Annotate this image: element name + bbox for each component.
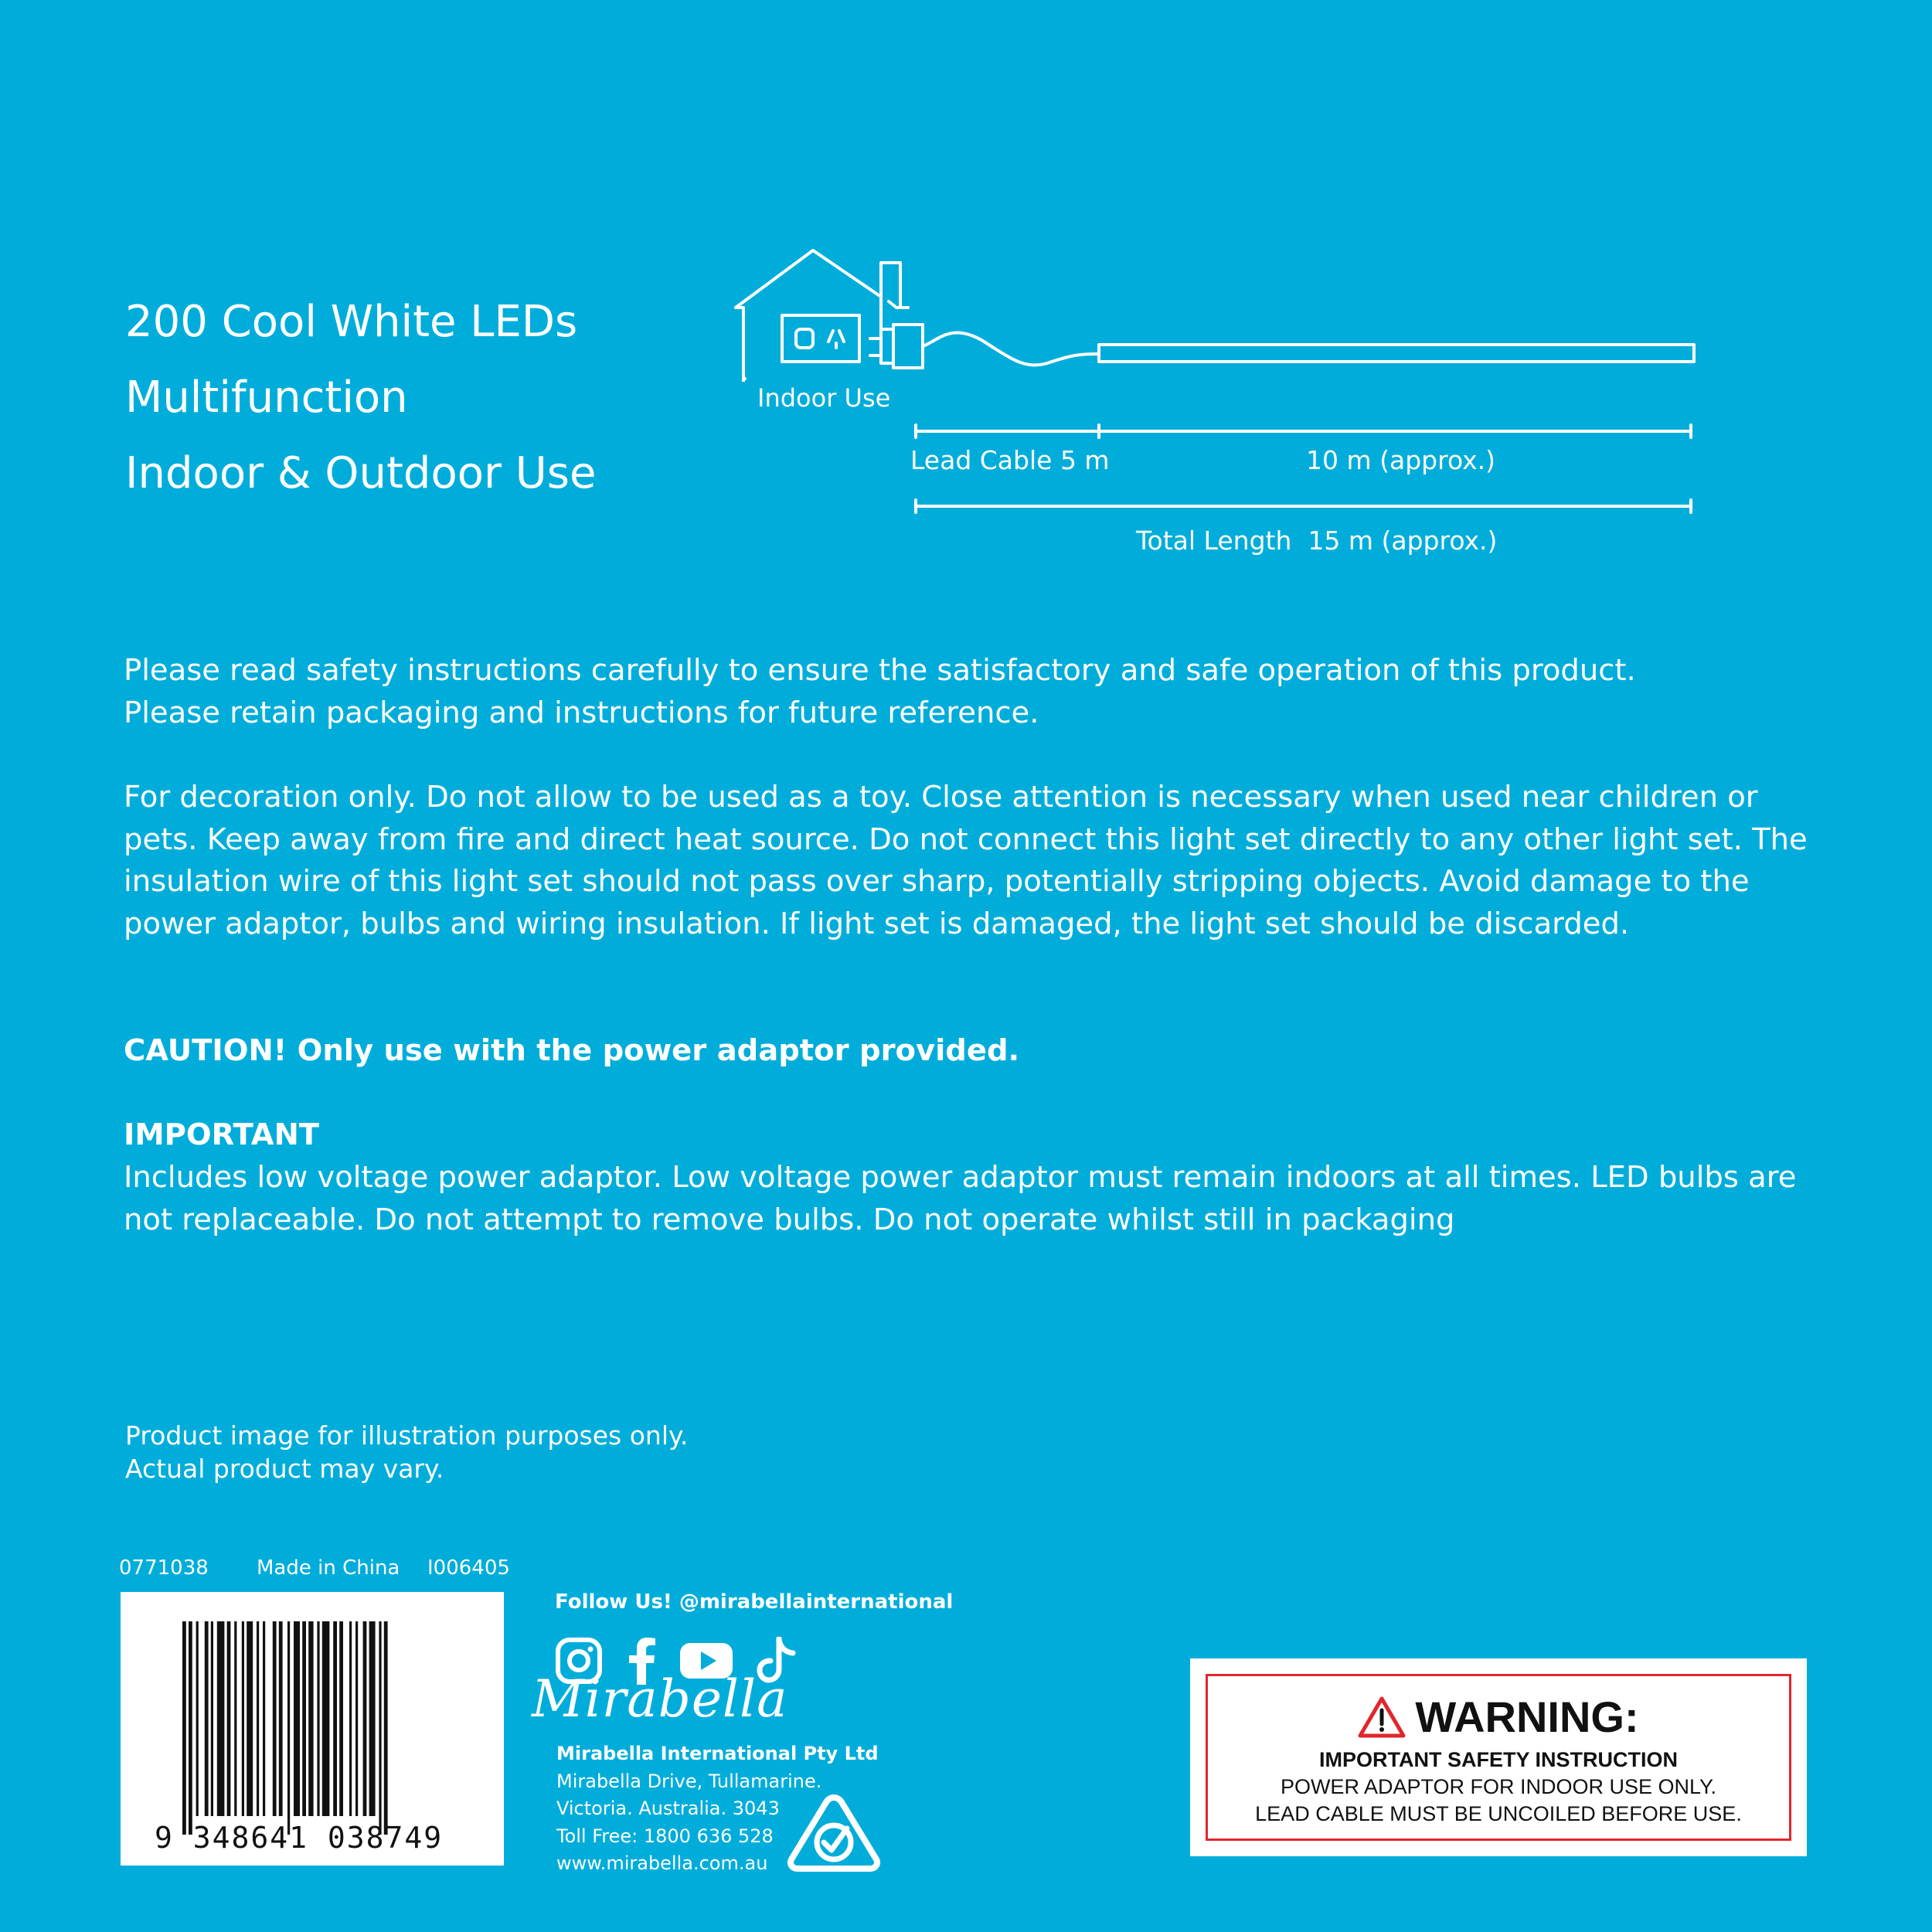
company-address-line1: Mirabella Drive, Tullamarine.	[556, 1770, 822, 1792]
follow-prefix: Follow Us!	[555, 1590, 679, 1614]
barcode-bar	[217, 1621, 225, 1816]
caution-text: CAUTION! Only use with the power adaptor provided.	[124, 1033, 1020, 1068]
safety-intro-line2: Please retain packaging and instructions for future reference.	[124, 695, 1039, 730]
barcode-bar	[227, 1621, 231, 1816]
product-code: 0771038	[119, 1556, 209, 1580]
barcode-bar	[189, 1621, 192, 1835]
barcode-bar	[317, 1621, 319, 1816]
company-address-line2: Victoria. Australia. 3043	[556, 1798, 780, 1819]
barcode-bar	[182, 1621, 186, 1835]
important-text: Includes low voltage power adaptor. Low voltage power adaptor must remain indoors at all times. LED bulbs are not replaceable. Do not attempt to remove bulbs. Do not operate whilst still in packaging	[124, 1160, 1797, 1237]
barcode-bar	[273, 1621, 277, 1816]
barcode-bar	[333, 1621, 337, 1816]
barcode-number: 9 348641 038749	[155, 1821, 444, 1855]
barcode-bar	[384, 1621, 388, 1835]
barcode-bar	[234, 1621, 236, 1816]
barcode-bar	[339, 1621, 343, 1816]
warning-label	[1190, 1658, 1807, 1856]
feature-use: Indoor & Outdoor Use	[125, 448, 597, 498]
warning-line2: POWER ADAPTOR FOR INDOOR USE ONLY.	[1280, 1775, 1717, 1798]
indoor-use-label: Indoor Use	[757, 383, 891, 413]
barcode-bar	[369, 1621, 376, 1816]
barcode-bar	[349, 1621, 352, 1816]
batch-code: I006405	[427, 1556, 510, 1580]
barcode-bar	[308, 1621, 313, 1816]
barcode-bar	[247, 1621, 253, 1816]
feature-list	[125, 284, 596, 512]
country-of-origin: Made in China	[257, 1556, 400, 1580]
warning-line3: LEAD CABLE MUST BE UNCOILED BEFORE USE.	[1255, 1802, 1742, 1825]
compliance-mark-icon	[785, 1793, 883, 1873]
barcode-bar	[263, 1621, 265, 1816]
warning-line1: IMPORTANT SAFETY INSTRUCTION	[1319, 1748, 1678, 1771]
disclaimer-line1: Product image for illustration purposes only.	[125, 1420, 689, 1451]
lead-cable-label: Lead Cable 5 m	[910, 445, 1110, 475]
disclaimer	[125, 1419, 688, 1485]
barcode-bar	[257, 1621, 259, 1816]
light-strip-icon	[1099, 345, 1694, 362]
important-heading: IMPORTANT	[124, 1117, 320, 1152]
safety-paragraph: For decoration only. Do not allow to be used as a toy. Close attention is necessary when used near children or pets. Keep away from fire and direct heat source. Do not connect this light set directly to any other light set. The insulation wire of this light set should not pass over sharp, potentially stripping objects. Avoid damage to the power adaptor, bulbs and wiring insulation. If light set is damaged, the light set should be discarded.	[124, 780, 1808, 941]
disclaimer-line2: Actual product may vary.	[125, 1454, 444, 1484]
follow-us	[555, 1590, 953, 1614]
safety-intro-line1: Please read safety instructions carefully to ensure the satisfactory and safe operation of this product.	[124, 653, 1636, 688]
company-phone: Toll Free: 1800 636 528	[556, 1825, 774, 1847]
strip-length-label: 10 m (approx.)	[1306, 445, 1496, 475]
plug-icon	[870, 325, 923, 368]
barcode	[121, 1592, 504, 1866]
warning-title-text: WARNING:	[1415, 1692, 1639, 1741]
barcode-bar	[196, 1621, 199, 1816]
company-name: Mirabella International Pty Ltd	[556, 1743, 879, 1764]
dimension-line-total	[916, 500, 1691, 512]
barcode-bar	[302, 1621, 306, 1816]
barcode-bar	[379, 1621, 381, 1835]
power-socket-icon	[782, 315, 859, 362]
social-handle[interactable]: @mirabellainternational	[679, 1590, 954, 1614]
lead-cable-icon	[923, 332, 1099, 365]
barcode-bar	[363, 1621, 367, 1816]
barcode-bar	[242, 1621, 244, 1816]
total-length-label: Total Length 15 m (approx.)	[1136, 526, 1498, 556]
barcode-bar	[294, 1621, 300, 1816]
company-website[interactable]: www.mirabella.com.au	[556, 1852, 768, 1874]
safety-intro	[124, 650, 1855, 734]
barcode-bar	[322, 1621, 330, 1816]
barcode-bar	[211, 1621, 213, 1816]
feature-multifunction: Multifunction	[125, 372, 408, 423]
barcode-bar	[355, 1621, 358, 1816]
dimension-line-sections	[916, 425, 1691, 437]
warning-title	[1208, 1692, 1789, 1742]
brand-logo: Mirabella	[532, 1669, 788, 1729]
barcode-bar	[279, 1621, 283, 1816]
barcode-bar	[287, 1621, 290, 1835]
barcode-bar	[205, 1621, 209, 1816]
warning-triangle-icon	[1358, 1696, 1406, 1738]
feature-led-count: 200 Cool White LEDs	[125, 297, 578, 347]
